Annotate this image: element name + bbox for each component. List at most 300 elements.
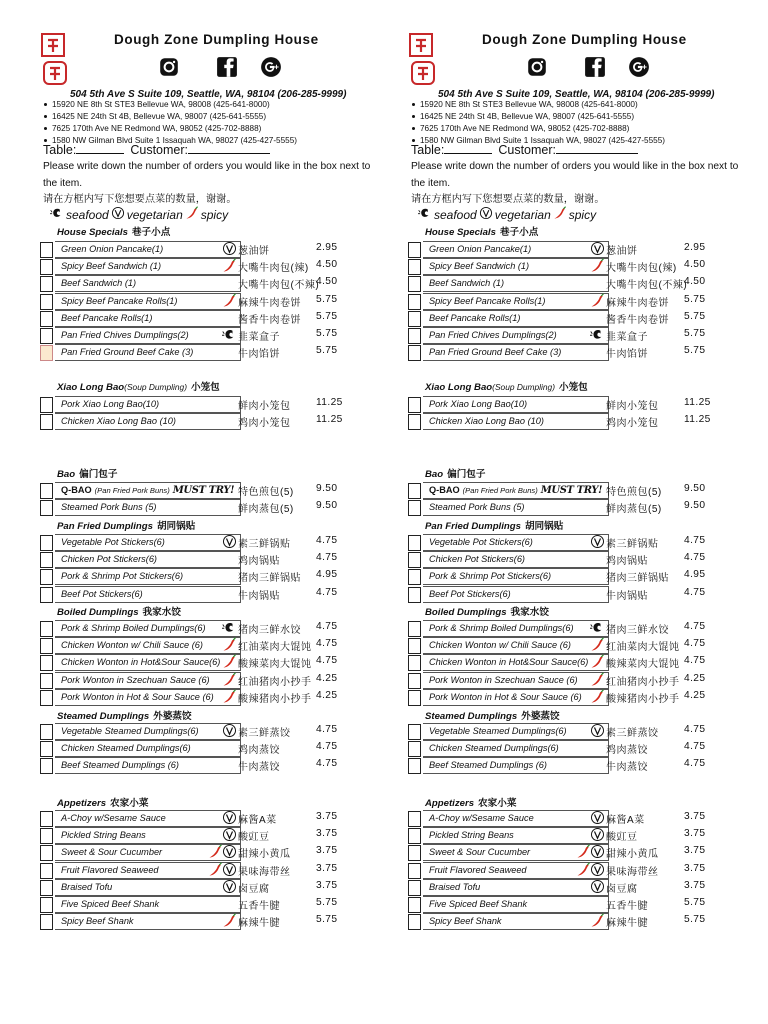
item-price: 4.75 [316, 552, 338, 564]
section-title-appetizers [425, 795, 516, 809]
item-price: 4.50 [316, 259, 338, 271]
menu-item-row [408, 310, 730, 327]
item-name-zh: 素三鲜锅贴 [606, 539, 659, 550]
menu-item-row [40, 896, 362, 913]
order-quantity-box[interactable] [40, 397, 53, 413]
item-price: 9.50 [316, 500, 338, 512]
instructions [411, 159, 741, 209]
section-title-bao [57, 466, 118, 480]
item-name [55, 258, 241, 275]
menu-item-row [408, 740, 730, 757]
menu-item-row [408, 723, 730, 740]
section-title-zh: 巷子小点 [499, 227, 539, 238]
brand-name: Dough Zone Dumpling House [114, 32, 319, 47]
item-price: 9.50 [684, 483, 706, 494]
instructions-zh: 请在方框内写下您想要点菜的数量，谢谢。 [411, 194, 605, 205]
order-quantity-box[interactable] [408, 276, 421, 292]
main-address: 504 5th Ave S Suite 109, Seattle, WA, 98104 (206-285-9999) [70, 89, 347, 100]
order-quantity-box[interactable] [408, 621, 421, 637]
item-price: 5.75 [684, 328, 706, 339]
item-name-text: Chicken Pot Stickers(6) [429, 554, 525, 565]
section-title-zh: 巷子小点 [131, 227, 171, 238]
order-quantity-box[interactable] [408, 397, 421, 413]
item-price: 5.75 [684, 914, 706, 926]
order-quantity-box[interactable] [40, 863, 53, 879]
instagram-icon[interactable] [526, 56, 548, 78]
order-quantity-box[interactable] [40, 345, 53, 361]
item-name-zh: 素三鲜锅贴 [238, 539, 291, 550]
bullet [412, 115, 415, 118]
menu-item-row [40, 482, 362, 499]
item-price: 5.75 [316, 310, 338, 322]
order-quantity-box[interactable] [40, 552, 53, 568]
order-quantity-box[interactable] [408, 897, 421, 913]
location-text: 1580 NW Gilman Blvd Suite 1 Issaquah WA, 98027 (425-427-5555) [420, 135, 666, 145]
item-name-text: Braised Tofu [429, 881, 481, 892]
item-name-zh: 猪肉三鲜水饺 [606, 625, 669, 636]
item-name-zh: 牛肉馅饼 [606, 349, 648, 361]
legend-vegetarian: vegetarian [126, 207, 183, 222]
item-name [423, 413, 609, 430]
order-quantity-box[interactable] [40, 828, 53, 844]
order-quantity-box[interactable] [408, 690, 421, 706]
item-name-zh: 麻辣牛肉卷饼 [238, 297, 301, 309]
item-name [55, 396, 241, 413]
section-title-text: Pan Fried Dumplings [57, 521, 153, 532]
order-quantity-box[interactable] [40, 483, 53, 499]
location-item [44, 111, 297, 123]
item-name-zh: 酸辣猪肉小抄手 [606, 693, 680, 705]
order-quantity-box[interactable] [40, 259, 53, 275]
section-title-pan [57, 518, 195, 532]
item-name [55, 740, 241, 757]
item-name [55, 879, 241, 896]
order-quantity-box[interactable] [40, 638, 53, 654]
order-quantity-box[interactable] [408, 294, 421, 310]
item-name-text: Pork Xiao Long Bao(10) [61, 399, 160, 409]
section-title-zh: 农家小菜 [478, 798, 517, 809]
item-name-text: Pan Fried Ground Beef Cake (3) [429, 347, 562, 358]
menu-item-row [40, 879, 362, 896]
order-quantity-box[interactable] [40, 294, 53, 310]
item-name-zh: 牛肉锅贴 [238, 590, 280, 602]
order-quantity-box[interactable] [408, 535, 421, 551]
item-name-text: Pan Fried Chives Dumplings(2) [61, 330, 189, 340]
item-name-text: A-Choy w/Sesame Sauce [429, 813, 534, 823]
item-name-text: Steamed Pork Buns (5) [429, 502, 525, 513]
order-quantity-box[interactable] [408, 863, 421, 879]
order-quantity-box[interactable] [408, 845, 421, 861]
item-price: 4.75 [316, 724, 338, 735]
item-price: 3.75 [316, 845, 338, 857]
order-quantity-box[interactable] [40, 724, 53, 740]
item-name-zh: 鸡肉蒸饺 [606, 745, 648, 757]
item-name [55, 568, 241, 585]
item-name [55, 310, 241, 327]
item-name-zh: 大嘴牛肉包(辣) [238, 263, 309, 275]
section-title-xlb [425, 379, 588, 393]
item-name [55, 241, 241, 258]
table-number-field[interactable] [444, 144, 492, 154]
instructions-zh: 请在方框内写下您想要点菜的数量，谢谢。 [43, 194, 237, 205]
bullet [44, 115, 47, 118]
customer-label: Customer: [130, 143, 189, 157]
menu-item-row [40, 740, 362, 757]
order-quantity-box[interactable] [408, 811, 421, 827]
table-customer-line [411, 143, 638, 157]
item-name-zh: 牛肉锅贴 [606, 590, 648, 602]
menu-item-row [408, 344, 730, 361]
item-name [55, 637, 241, 654]
item-name-zh: 酱香牛肉卷饼 [238, 314, 301, 326]
table-label: Table: [411, 143, 445, 157]
seafood-icon [50, 206, 64, 223]
menu-item-row [408, 913, 730, 930]
item-price: 5.75 [316, 293, 338, 305]
item-name [423, 499, 609, 516]
item-name-zh: 大嘴牛肉包(辣) [606, 263, 677, 275]
bullet [412, 139, 415, 142]
item-price: 4.25 [316, 689, 338, 701]
item-name-text: Five Spiced Beef Shank [61, 899, 160, 909]
section-title-text: Steamed Dumplings [57, 711, 150, 722]
menu-item-row [40, 258, 362, 275]
order-quantity-box[interactable] [40, 897, 53, 913]
item-name-zh: 酸辣菜肉大馄饨 [238, 659, 312, 671]
order-quantity-box[interactable] [40, 328, 53, 344]
instructions-en: Please write down the number of orders you would like in the box next to the item. [43, 161, 371, 189]
menu-item-row [40, 620, 362, 637]
menu-copy-left [20, 0, 384, 1024]
item-name-zh: 红油猪肉小抄手 [606, 676, 680, 688]
item-name-text: Braised Tofu [61, 881, 113, 892]
item-name [423, 482, 609, 499]
menu-item-row [408, 586, 730, 603]
vegetarian-icon [479, 206, 493, 223]
menu-item-row [408, 689, 730, 706]
bullet [44, 127, 47, 130]
item-name [423, 568, 609, 585]
item-name-zh: 果味海带丝 [606, 866, 659, 878]
item-price: 5.75 [684, 310, 706, 322]
item-name [55, 620, 241, 637]
order-quantity-box[interactable] [408, 328, 421, 344]
order-quantity-box[interactable] [40, 587, 53, 603]
item-name-zh: 葱油饼 [606, 246, 638, 257]
section-title-text: Xiao Long Bao [425, 382, 493, 393]
order-quantity-box[interactable] [408, 655, 421, 671]
section-title-zh: 外婆蒸饺 [153, 711, 192, 722]
section-title-text: House Specials [425, 227, 496, 238]
order-quantity-box[interactable] [408, 345, 421, 361]
item-name [423, 310, 609, 327]
item-name [423, 723, 609, 740]
item-name [423, 293, 609, 310]
instagram-icon[interactable] [158, 56, 180, 78]
order-quantity-box[interactable] [40, 811, 53, 827]
order-quantity-box[interactable] [40, 621, 53, 637]
item-name [423, 327, 609, 344]
location-text: 16425 NE 24th St 4B, Bellevue WA, 98007 (425-641-5555) [52, 112, 267, 122]
menu-item-row [40, 862, 362, 879]
section-title-zh: 小笼包 [559, 382, 588, 393]
item-name-text: Spicy Beef Sandwich (1) [429, 261, 530, 272]
item-name-zh: 猪肉三鲜锅贴 [606, 573, 669, 585]
item-name [55, 827, 241, 844]
item-name-text: A-Choy w/Sesame Sauce [61, 813, 166, 823]
item-name [423, 654, 609, 671]
section-title-zh: 我家水饺 [142, 607, 181, 618]
order-quantity-box[interactable] [408, 311, 421, 327]
order-quantity-box[interactable] [408, 500, 421, 516]
menu-item-row [408, 258, 730, 275]
customer-name-field[interactable] [556, 144, 638, 154]
item-price: 4.75 [316, 741, 338, 753]
bullet [44, 139, 47, 142]
item-price: 4.75 [684, 655, 706, 667]
item-price: 4.95 [316, 569, 338, 581]
order-quantity-box[interactable] [40, 741, 53, 757]
google-plus-icon[interactable] [628, 56, 650, 78]
item-name [55, 810, 241, 827]
item-name-zh: 鸡肉锅贴 [238, 556, 280, 568]
section-title-house [425, 224, 538, 238]
section-title-text: Pan Fried Dumplings [425, 521, 521, 532]
item-price: 11.25 [684, 397, 711, 408]
location-text: 7625 170th Ave NE Redmond WA, 98052 (425-702-8888) [52, 123, 262, 133]
item-name-zh: 特色煎包(5) [606, 487, 662, 498]
item-price: 4.50 [316, 276, 338, 288]
menu-item-row [40, 810, 362, 827]
menu-item-row [408, 482, 730, 499]
item-price: 4.50 [684, 276, 706, 288]
section-subtitle: (Soup Dumpling) [492, 382, 555, 392]
order-quantity-box[interactable] [40, 673, 53, 689]
menu-item-row [408, 551, 730, 568]
chili-icon [222, 913, 237, 933]
item-name [55, 275, 241, 292]
item-name-zh: 红油菜肉大馄饨 [606, 642, 680, 654]
item-name-text: Chicken Wonton w/ Chili Sauce (6) [61, 640, 203, 651]
location-text: 16425 NE 24th St 4B, Bellevue WA, 98007 (425-641-5555) [420, 112, 635, 122]
item-price: 4.75 [316, 586, 338, 598]
section-title-zh: 胡同锅贴 [156, 521, 196, 532]
section-title-zh: 小笼包 [191, 382, 220, 393]
item-price: 3.75 [316, 811, 338, 822]
order-quantity-box[interactable] [408, 587, 421, 603]
location-text: 15920 NE 8th St STE3 Bellevue WA, 98008 (425-641-8000) [52, 100, 270, 110]
order-quantity-box[interactable] [408, 724, 421, 740]
item-name-text: Chicken Xiao Long Bao (10) [61, 416, 176, 427]
item-price: 11.25 [316, 414, 343, 426]
instructions [43, 159, 373, 209]
order-quantity-box[interactable] [408, 673, 421, 689]
item-name-text: Vegetable Pot Stickers(6) [429, 537, 533, 547]
item-name-text: Fruit Flavored Seaweed [61, 864, 159, 875]
item-name-text: Chicken Wonton w/ Chili Sauce (6) [429, 640, 571, 651]
facebook-icon[interactable] [216, 56, 238, 78]
menu-item-row [408, 896, 730, 913]
item-name-text: Green Onion Pancake(1) [61, 244, 164, 254]
section-title-boiled [57, 604, 181, 618]
item-name-zh: 牛肉蒸饺 [238, 762, 280, 774]
menu-item-row [40, 844, 362, 861]
order-quantity-box[interactable] [408, 828, 421, 844]
order-quantity-box[interactable] [408, 483, 421, 499]
order-quantity-box[interactable] [408, 638, 421, 654]
location-list [412, 99, 665, 146]
item-price: 4.75 [684, 621, 706, 632]
section-title-text: Appetizers [57, 798, 107, 809]
section-title-text: Bao [425, 469, 444, 480]
section-title-steamed [57, 708, 192, 722]
item-name-text: Pork & Shrimp Boiled Dumplings(6) [61, 623, 206, 633]
item-name [423, 275, 609, 292]
item-price: 2.95 [684, 242, 706, 253]
item-name-text: Pan Fried Ground Beef Cake (3) [61, 347, 194, 358]
menu-item-row [40, 586, 362, 603]
item-price: 3.75 [316, 828, 338, 840]
item-name [55, 413, 241, 430]
location-text: 1580 NW Gilman Blvd Suite 1 Issaquah WA, 98027 (425-427-5555) [52, 135, 298, 145]
order-quantity-box[interactable] [40, 655, 53, 671]
item-price: 4.75 [684, 586, 706, 598]
order-quantity-box[interactable] [408, 914, 421, 930]
table-number-field[interactable] [76, 144, 124, 154]
item-name-text: Beef Steamed Dumplings (6) [429, 760, 547, 771]
section-title-boiled [425, 604, 549, 618]
order-quantity-box[interactable] [40, 880, 53, 896]
item-name [55, 499, 241, 516]
item-name-zh: 牛肉馅饼 [238, 349, 280, 361]
item-name-text: Beef Pancake Rolls(1) [61, 312, 153, 323]
menu-item-row [40, 568, 362, 585]
item-name-text: Beef Sandwich (1) [429, 278, 505, 289]
item-name-zh: 素三鲜蒸饺 [238, 728, 291, 739]
menu-item-row [40, 534, 362, 551]
order-quantity-box[interactable] [408, 552, 421, 568]
section-title-text: House Specials [57, 227, 128, 238]
menu-item-row [40, 275, 362, 292]
item-name-zh: 鸡肉锅贴 [606, 556, 648, 568]
item-price: 3.75 [316, 862, 338, 874]
item-name-zh: 韭菜盒子 [238, 332, 280, 343]
location-text: 15920 NE 8th St STE3 Bellevue WA, 98008 (425-641-8000) [420, 100, 638, 110]
item-name [55, 551, 241, 568]
menu-item-row [40, 757, 362, 774]
menu-item-row [408, 672, 730, 689]
menu-item-row [40, 241, 362, 258]
menu-item-row [40, 310, 362, 327]
item-name [423, 896, 609, 913]
item-name [55, 534, 241, 551]
item-name [55, 672, 241, 689]
menu-item-row [408, 241, 730, 258]
order-quantity-box[interactable] [40, 535, 53, 551]
location-text: 7625 170th Ave NE Redmond WA, 98052 (425-702-8888) [420, 123, 630, 133]
item-name-text: Pickled String Beans [429, 830, 514, 841]
legend-spicy: spicy [568, 207, 597, 222]
section-title-bao [425, 466, 486, 480]
location-item [412, 111, 665, 123]
item-name-text: Pickled String Beans [61, 830, 146, 841]
order-quantity-box[interactable] [40, 276, 53, 292]
order-quantity-box[interactable] [408, 414, 421, 430]
item-name-text: Vegetable Steamed Dumplings(6) [61, 726, 199, 736]
order-quantity-box[interactable] [40, 242, 53, 258]
item-name-text: Pork & Shrimp Boiled Dumplings(6) [429, 623, 574, 633]
order-quantity-box[interactable] [408, 259, 421, 275]
section-title-text: Steamed Dumplings [425, 711, 518, 722]
item-name [55, 723, 241, 740]
item-price: 4.75 [684, 724, 706, 735]
logo [408, 30, 462, 90]
item-name-zh: 鸡肉小笼包 [606, 418, 659, 430]
menu-item-row [40, 327, 362, 344]
order-quantity-box[interactable] [408, 741, 421, 757]
google-plus-icon[interactable] [260, 56, 282, 78]
item-name [55, 327, 241, 344]
item-price: 4.75 [316, 621, 338, 632]
order-quantity-box[interactable] [40, 569, 53, 585]
item-name-text: Chicken Wonton in Hot&Sour Sauce(6) [61, 657, 221, 668]
item-name-text: Pan Fried Chives Dumplings(2) [429, 330, 557, 340]
item-name-text: Five Spiced Beef Shank [429, 899, 528, 909]
order-quantity-box[interactable] [40, 845, 53, 861]
order-quantity-box[interactable] [408, 569, 421, 585]
order-quantity-box[interactable] [40, 914, 53, 930]
item-price: 5.75 [316, 345, 338, 357]
item-name-text: Chicken Steamed Dumplings(6) [429, 743, 559, 754]
item-price: 3.75 [684, 862, 706, 874]
item-price: 4.75 [684, 758, 706, 770]
item-name [423, 740, 609, 757]
item-name [55, 586, 241, 603]
legend-seafood: seafood [66, 207, 109, 222]
section-title-text: Boiled Dumplings [57, 607, 139, 618]
item-name-zh: 酸辣菜肉大馄饨 [606, 659, 680, 671]
facebook-icon[interactable] [584, 56, 606, 78]
item-name-zh: 韭菜盒子 [606, 332, 648, 343]
location-item [412, 99, 665, 111]
location-item [412, 123, 665, 135]
order-quantity-box[interactable] [40, 311, 53, 327]
item-price: 3.75 [684, 879, 706, 891]
item-name-text: Pork & Shrimp Pot Stickers(6) [429, 571, 552, 582]
order-quantity-box[interactable] [40, 414, 53, 430]
order-quantity-box[interactable] [408, 880, 421, 896]
customer-name-field[interactable] [188, 144, 270, 154]
item-price: 4.25 [684, 689, 706, 701]
order-quantity-box[interactable] [408, 758, 421, 774]
order-quantity-box[interactable] [40, 690, 53, 706]
item-name [423, 586, 609, 603]
location-item [44, 99, 297, 111]
menu-item-row [40, 827, 362, 844]
item-name-zh: 酸豇豆 [238, 832, 270, 844]
menu-item-row [408, 568, 730, 585]
order-quantity-box[interactable] [408, 242, 421, 258]
item-price: 5.75 [684, 293, 706, 305]
logo-mark [40, 30, 94, 90]
order-quantity-box[interactable] [40, 500, 53, 516]
section-title-text: Bao [57, 469, 76, 480]
section-title-zh: 偏门包子 [79, 469, 118, 480]
menu-item-row [408, 499, 730, 516]
order-quantity-box[interactable] [40, 758, 53, 774]
item-name-zh: 大嘴牛肉包(不辣) [606, 280, 688, 292]
item-name [55, 293, 241, 310]
